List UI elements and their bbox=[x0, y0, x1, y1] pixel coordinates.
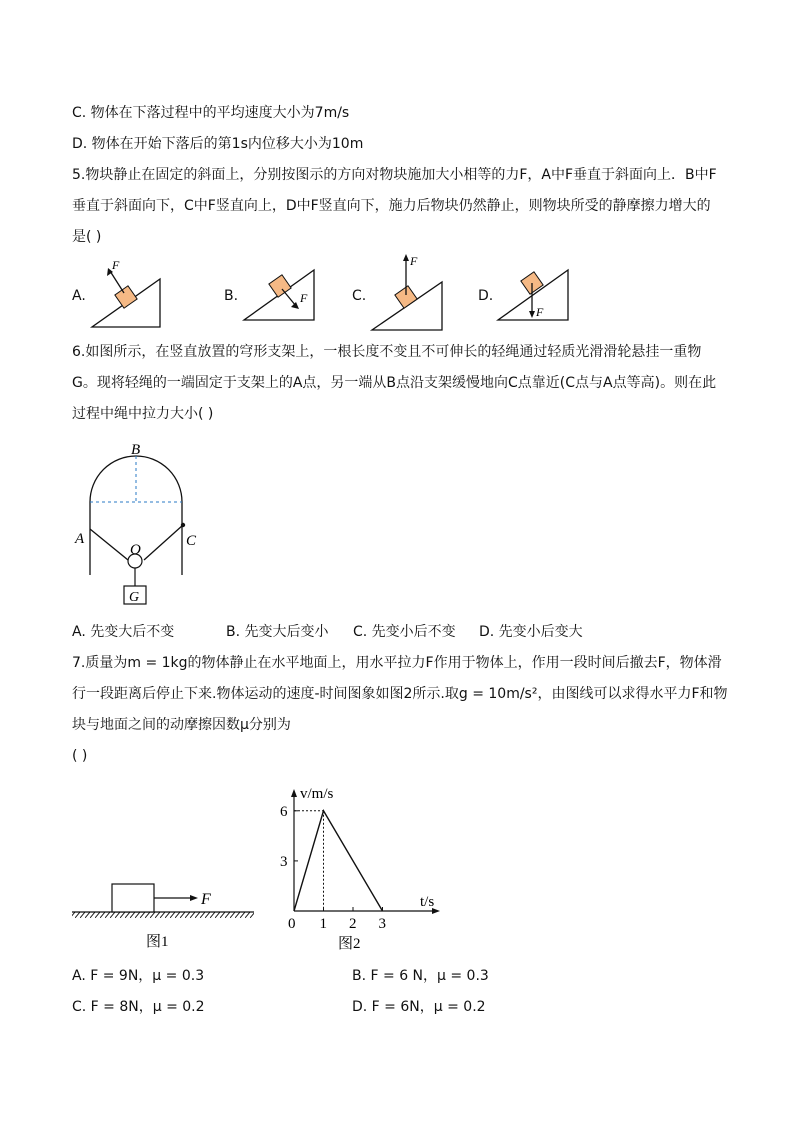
q7-stem-line2: 行一段距离后停止下来.物体运动的速度-时间图象如图2所示.取g = 10m/s²，由图线可以求得水平力F和物 bbox=[72, 686, 728, 702]
y-axis-label: v/m/s bbox=[300, 786, 334, 802]
q6-option-b: B. 先变大后变小 bbox=[226, 624, 329, 640]
svg-text:O: O bbox=[130, 542, 141, 558]
q6-stem-line1: 6.如图所示，在竖直放置的穹形支架上，一根长度不变且不可伸长的轻绳通过轻质光滑滑轮悬挂一重物 bbox=[72, 344, 702, 360]
fig1-caption: 图1 bbox=[146, 934, 169, 950]
svg-text:C: C bbox=[186, 533, 197, 549]
q6-stem-line2: G。现将轻绳的一端固定于支架上的A点，另一端从B点沿支架缓慢地向C点靠近(C点与A点等高)。则在此 bbox=[72, 375, 717, 391]
q6-option-d: D. 先变小后变大 bbox=[479, 624, 583, 640]
svg-text:F: F bbox=[300, 291, 308, 305]
q5-label-d: D. bbox=[478, 288, 494, 304]
svg-text:F: F bbox=[536, 305, 544, 319]
x-axis-label: t/s bbox=[420, 894, 435, 910]
q4-option-c: C. 物体在下落过程中的平均速度大小为7m/s bbox=[72, 105, 350, 121]
block bbox=[112, 884, 154, 912]
q7-figure-1 bbox=[70, 870, 260, 952]
q5-label-b: B. bbox=[224, 288, 239, 304]
q7-stem-line1: 7.质量为m = 1kg的物体静止在水平地面上，用水平拉力F作用于物体上，作用一段时间后撤去F，物体滑 bbox=[72, 655, 722, 671]
svg-text:A: A bbox=[75, 531, 85, 547]
q7-stem-line3: 块与地面之间的动摩擦因数μ分别为 bbox=[72, 717, 291, 733]
y-tick-label: 3 bbox=[280, 853, 288, 870]
q6-option-a: A. 先变大后不变 bbox=[72, 624, 175, 640]
x-tick-label: 2 bbox=[349, 916, 357, 932]
block bbox=[115, 286, 137, 308]
q6-option-c: C. 先变小后不变 bbox=[353, 624, 456, 640]
ground-hatch bbox=[72, 912, 254, 918]
svg-text:B: B bbox=[131, 442, 141, 458]
velocity-line bbox=[294, 811, 383, 911]
q5-figure-a bbox=[88, 252, 168, 332]
q7-option-d: D. F = 6N，μ = 0.2 bbox=[352, 999, 486, 1015]
rope-right bbox=[144, 525, 183, 560]
q6-stem-line3: 过程中绳中拉力大小( ) bbox=[72, 406, 214, 422]
q5-stem-line2: 垂直于斜面向下，C中F竖直向上，D中F竖直向下，施力后物块仍然静止，则物块所受的静摩擦力增大的 bbox=[72, 198, 711, 214]
point-c bbox=[181, 523, 185, 527]
q5-label-c: C. bbox=[352, 288, 367, 304]
svg-text:F: F bbox=[410, 254, 418, 268]
block bbox=[269, 275, 291, 297]
q7-stem-line4: ( ) bbox=[72, 748, 88, 764]
rope-left bbox=[90, 529, 128, 560]
fig2-caption: 图2 bbox=[338, 936, 361, 952]
y-tick-label: 6 bbox=[280, 803, 288, 820]
q7-option-b: B. F = 6 N，μ = 0.3 bbox=[352, 968, 489, 984]
q5-figure-b bbox=[240, 262, 320, 334]
q5-figure-c bbox=[368, 252, 448, 334]
q7-vt-chart bbox=[272, 780, 452, 952]
svg-text:G: G bbox=[129, 590, 140, 605]
q6-figure bbox=[72, 436, 212, 608]
q7-option-a: A. F = 9N，μ = 0.3 bbox=[72, 968, 205, 984]
q5-stem-line1: 5.物块静止在固定的斜面上，分别按图示的方向对物块施加大小相等的力F，A中F垂直于斜面向上．B中F bbox=[72, 167, 717, 183]
q7-option-c: C. F = 8N，μ = 0.2 bbox=[72, 999, 205, 1015]
svg-text:F: F bbox=[201, 891, 211, 908]
svg-text:F: F bbox=[112, 258, 120, 272]
q5-label-a: A. bbox=[72, 288, 86, 304]
q5-figure-d bbox=[494, 264, 574, 324]
x-tick-label: 1 bbox=[319, 916, 327, 932]
q5-stem-line3: 是( ) bbox=[72, 229, 102, 245]
x-tick-label: 0 bbox=[288, 916, 296, 932]
y-axis-arrow bbox=[291, 789, 297, 797]
q4-option-d: D. 物体在开始下落后的第1s内位移大小为10m bbox=[72, 136, 364, 152]
x-tick-label: 3 bbox=[378, 916, 386, 932]
